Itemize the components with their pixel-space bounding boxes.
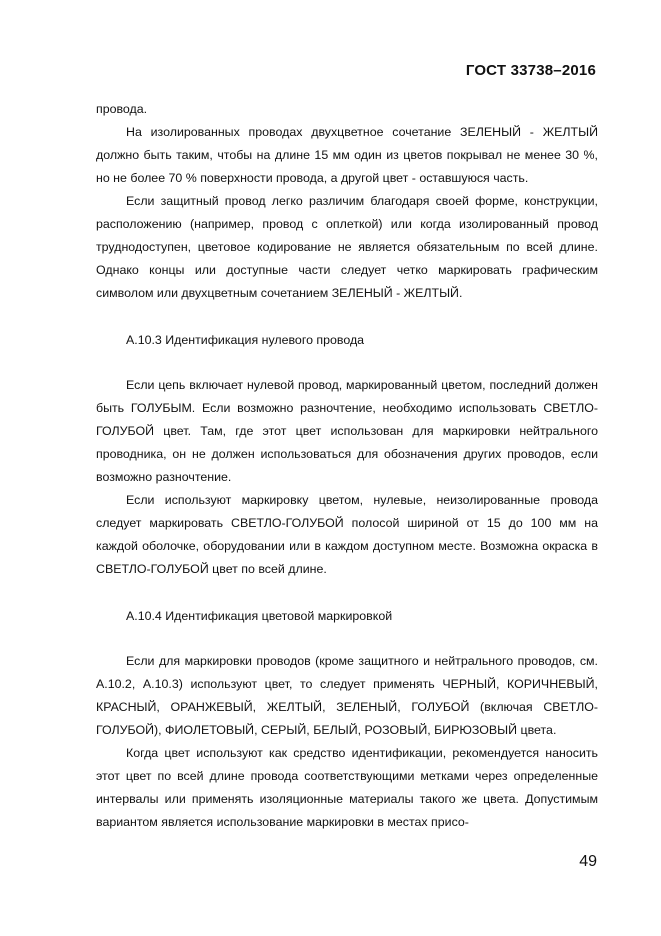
paragraph-color-application: Когда цвет используют как средство идентификации, рекомендуется наносить этот цвет по всей длине провода соответствующими метками через определенные интервалы или применять изоляционные материалы такого же цвета. Допустимым вариантом является использование маркировки в местах присо- (96, 746, 598, 829)
paragraph-neutral-color: Если цепь включает нулевой провод, маркированный цветом, последний должен быть ГОЛУБЫМ. Если возможно разночтение, необходимо использовать СВЕТЛО-ГОЛУБОЙ цвет. Там, где этот цвет использован для маркировки нейтрального проводника, он не должен использоваться для обозначения других проводов, если возможно разночтение. (96, 378, 598, 484)
document-header: ГОСТ 33738–2016 (465, 62, 596, 79)
paragraph-two-color-insulation: На изолированных проводах двухцветное сочетание ЗЕЛЕНЫЙ - ЖЕЛТЫЙ должно быть таким, чтобы на длине 15 мм один из цветов покрывал не менее 30 %, но не более 70 % поверхности провода, а другой цвет - оставшуюся часть. (96, 125, 598, 185)
paragraph-continuation: провода. (96, 102, 148, 116)
paragraph-bare-neutral-marking: Если используют маркировку цветом, нулевые, неизолированные провода следует маркировать СВЕТЛО-ГОЛУБОЙ полосой шириной от 15 до 100 мм на каждой оболочке, оборудовании или в каждом доступном месте. Возможна окраска в СВЕТЛО-ГОЛУБОЙ цвет по всей длине. (96, 493, 598, 576)
section-heading-neutral-conductor: А.10.3 Идентификация нулевого провода (126, 333, 365, 347)
section-heading-color-marking: А.10.4 Идентификация цветовой маркировкой (126, 609, 393, 623)
document-body (96, 98, 598, 834)
paragraph-allowed-colors: Если для маркировки проводов (кроме защитного и нейтрального проводов, см. А.10.2, А.10.3) используют цвет, то следует применять ЧЕРНЫЙ, КОРИЧНЕВЫЙ, КРАСНЫЙ, ОРАНЖЕВЫЙ, ЖЕЛТЫЙ, ЗЕЛЕНЫЙ, ГОЛУБОЙ (включая СВЕТЛО-ГОЛУБОЙ), ФИОЛЕТОВЫЙ, СЕРЫЙ, БЕЛЫЙ, РОЗОВЫЙ, БИРЮЗОВЫЙ цвета. (96, 654, 598, 737)
page-number: 49 (579, 853, 597, 870)
paragraph-protective-conductor: Если защитный провод легко различим благодаря своей форме, конструкции, расположению (например, провод с оплеткой) или когда изолированный провод труднодоступен, цветовое кодирование не является обязательным по всей длине. Однако концы или доступные части следует четко маркировать графическим символом или двухцветным сочетанием ЗЕЛЕНЫЙ - ЖЕЛТЫЙ. (96, 194, 598, 300)
